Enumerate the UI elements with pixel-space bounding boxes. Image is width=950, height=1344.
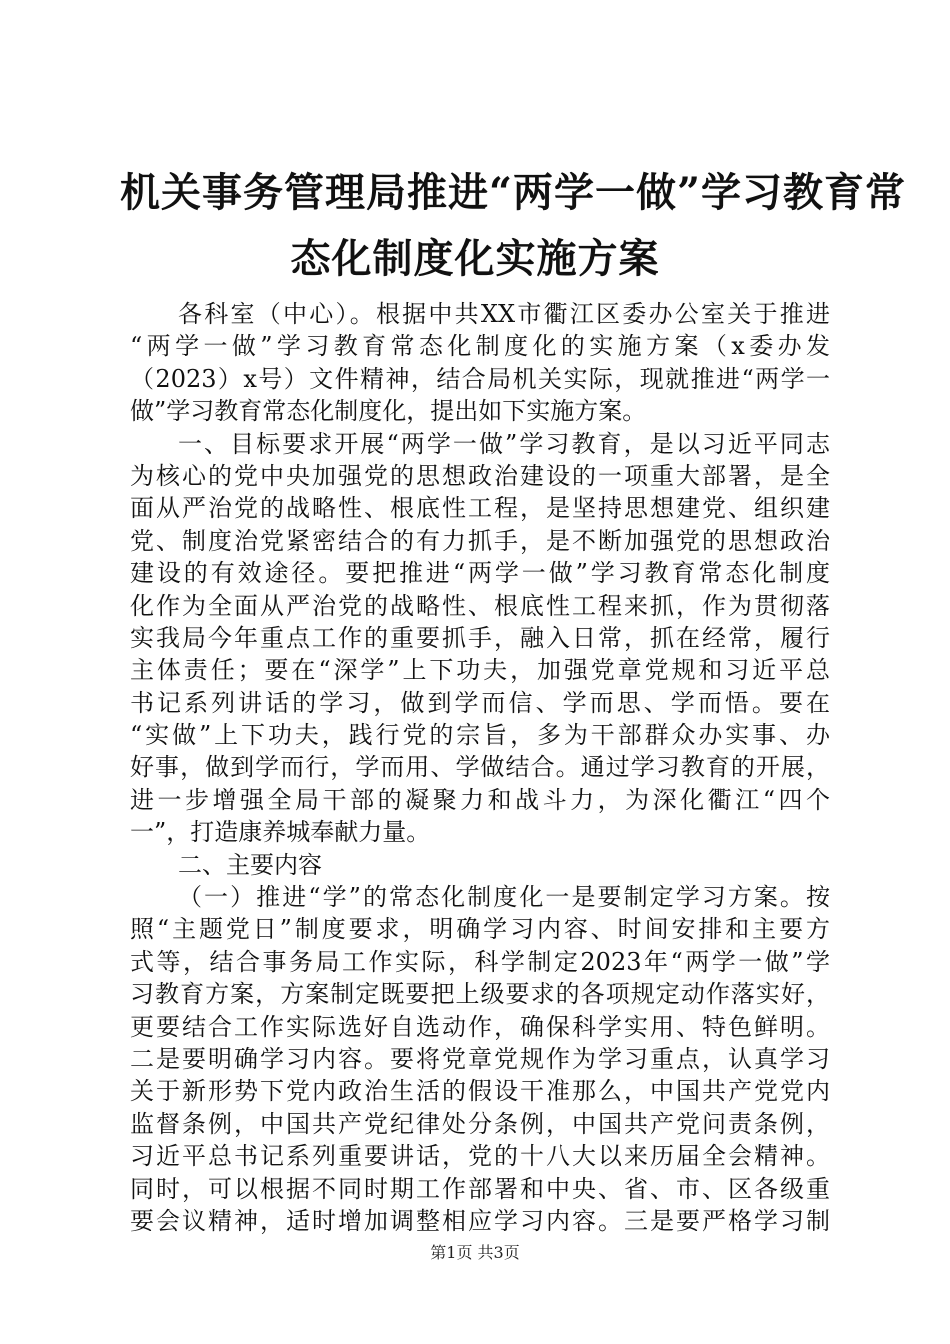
paragraph-content — [130, 881, 830, 1237]
text-line: “两学一做”学习教育常态化制度化的实施方案（x委办发 — [130, 332, 830, 361]
text-line: （2023）x号）文件精神，结合局机关实际，现就推进“两学一 — [130, 364, 830, 393]
page-footer: 第1页 共3页 — [430, 1243, 520, 1262]
text-line: 为核心的党中央加强党的思想政治建设的一项重大部署，是全 — [130, 461, 830, 490]
text-line: （一）推进“学”的常态化制度化一是要制定学习方案。按 — [178, 883, 830, 912]
text-line: 面从严治党的战略性、根底性工程，是坚持思想建党、组织建 — [130, 494, 830, 523]
text-line: 进一步增强全局干部的凝聚力和战斗力，为深化衢江“四个 — [130, 785, 830, 814]
text-line: 要会议精神，适时增加调整相应学习内容。三是要严格学习制 — [130, 1206, 830, 1235]
text-line: 主体责任；要在“深学”上下功夫，加强党章党规和习近平总 — [130, 656, 830, 685]
paragraph-goals — [130, 428, 830, 849]
text-line: 书记系列讲话的学习，做到学而信、学而思、学而悟。要在 — [130, 688, 830, 717]
text-line: 实我局今年重点工作的重要抓手，融入日常，抓在经常，履行 — [130, 623, 830, 652]
text-line: “实做”上下功夫，践行党的宗旨，多为干部群众办实事、办 — [130, 721, 830, 750]
text-line: 好事，做到学而行，学而用、学做结合。通过学习教育的开展， — [130, 753, 830, 782]
title-line: 态化制度化实施方案 — [290, 235, 660, 282]
title-line: 机关事务管理局推进“两学一做”学习教育常 — [120, 169, 907, 216]
text-line: 二是要明确学习内容。要将党章党规作为学习重点，认真学习 — [130, 1044, 830, 1073]
section-heading — [130, 849, 830, 881]
text-line: 更要结合工作实际选好自选动作，确保科学实用、特色鲜明。 — [130, 1012, 830, 1041]
text-line: 监督条例，中国共产党纪律处分条例，中国共产党问责条例， — [130, 1109, 830, 1138]
text-line: 式等，结合事务局工作实际，科学制定2023年“两学一做”学 — [130, 947, 830, 976]
text-line: 二、主要内容 — [178, 850, 322, 879]
text-line: 同时，可以根据不同时期工作部署和中央、省、市、区各级重 — [130, 1174, 830, 1203]
text-line: 习近平总书记系列重要讲话，党的十八大以来历届全会精神。 — [130, 1142, 830, 1171]
text-line: 各科室（中心）。根据中共XX市衢江区委办公室关于推进 — [178, 300, 830, 328]
text-line: 习教育方案，方案制定既要把上级要求的各项规定动作落实好， — [130, 980, 830, 1009]
text-line: 做”学习教育常态化制度化，提出如下实施方案。 — [130, 397, 647, 426]
document-body — [130, 298, 830, 1237]
text-line: 建设的有效途径。要把推进“两学一做”学习教育常态化制度 — [130, 559, 830, 588]
text-line: 一、目标要求开展“两学一做”学习教育，是以习近平同志 — [178, 429, 830, 458]
text-line: 化作为全面从严治党的战略性、根底性工程来抓，作为贯彻落 — [130, 591, 830, 620]
text-line: 照“主题党日”制度要求，明确学习内容、时间安排和主要方 — [130, 915, 830, 944]
text-line: 关于新形势下党内政治生活的假设干准那么，中国共产党党内 — [130, 1077, 830, 1106]
document-title — [120, 160, 907, 292]
text-line: 党、制度治党紧密结合的有力抓手，是不断加强党的思想政治 — [130, 526, 830, 555]
text-line: 一”，打造康养城奉献力量。 — [130, 818, 431, 847]
paragraph-intro — [130, 298, 830, 428]
